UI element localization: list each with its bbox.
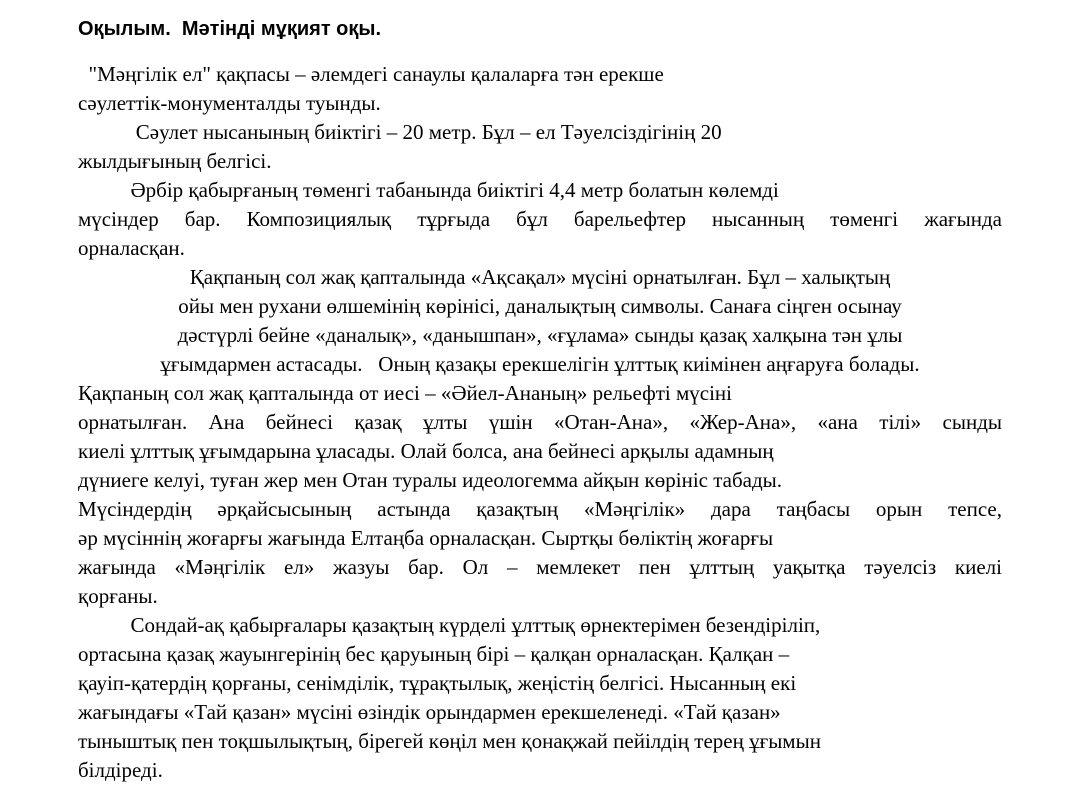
text-line: ортасына қазақ жауынгерінің бес қаруының бірі – қалқан орналасқан. Қалқан – [78,642,790,666]
text-line: Мүсіндердің әрқайсысының астында қазақтың «Мәңгілік» дара таңбасы орын тепсе, [78,497,1002,521]
text-line: білдіреді. [78,758,163,782]
text-line: киелі ұлттық ұғымдарына ұласады. Олай болса, ана бейнесі арқылы адамның [78,439,774,463]
text-line: ойы мен рухани өлшемінің көрінісі, даналықтың символы. Санаға сіңген осынау [178,294,902,318]
text-line: қауіп-қатердің қорғаны, сенімділік, тұрақтылық, жеңістің белгісі. Нысанның екі [78,671,797,695]
text-line: Әрбір қабырғаның төменгі табанында биіктігі 4,4 метр болатын көлемді [78,178,779,202]
text-line: сәулеттік-монументалды туынды. [78,91,381,115]
text-line: жылдығының белгісі. [78,149,272,173]
text-line: тыныштық пен тоқшылықтың, бірегей көңіл мен қонақжай пейілдің терең ұғымын [78,729,821,753]
text-line: Қақпаның сол жақ қапталында от иесі – «Әйел-Ананың» рельефті мүсіні [78,381,732,405]
text-line: жағында «Мәңгілік ел» жазуы бар. Ол – мемлекет пен ұлттың уақытқа тәуелсіз киелі [78,555,1002,579]
text-line: орнатылған. Ана бейнесі қазақ ұлты үшін «Отан-Ана», «Жер-Ана», «ана тілі» сынды [78,410,1002,434]
text-line: дүниеге келуі, туған жер мен Отан туралы идеологемма айқын көрініс табады. [78,468,783,492]
text-line: жағындағы «Тай қазан» мүсіні өзіндік орындармен ерекшеленеді. «Тай қазан» [78,700,781,724]
text-line: ұғымдармен астасады. Оның қазақы ерекшелігін ұлттық киімінен аңғаруға болады. [160,352,920,376]
text-line: әр мүсіннің жоғарғы жағында Елтаңба орналасқан. Сыртқы бөліктің жоғарғы [78,526,774,550]
text-line: Сәулет нысанының биіктігі – 20 метр. Бұл – ел Тәуелсіздігінің 20 [78,120,722,144]
text-line: қорғаны. [78,584,158,608]
document-body [78,60,1002,785]
text-line: Сондай-ақ қабырғалары қазақтың күрделі ұлттық өрнектерімен безендіріліп, [78,613,821,637]
text-line: мүсіндер бар. Композициялық тұрғыда бұл барельефтер нысанның төменгі жағында [78,207,1002,231]
text-line: дәстүрлі бейне «даналық», «данышпан», «ғұлама» сынды қазақ халқына тән ұлы [177,323,903,347]
text-line: орналасқан. [78,236,185,260]
text-line: "Мәңгілік ел" қақпасы – әлемдегі санаулы қалаларға тән ерекше [78,62,664,86]
text-line: Қақпаның сол жақ қапталында «Ақсақал» мүсіні орнатылған. Бұл – халықтың [189,265,891,289]
document-title: Оқылым. Мәтінді мұқият оқы. [78,18,382,40]
